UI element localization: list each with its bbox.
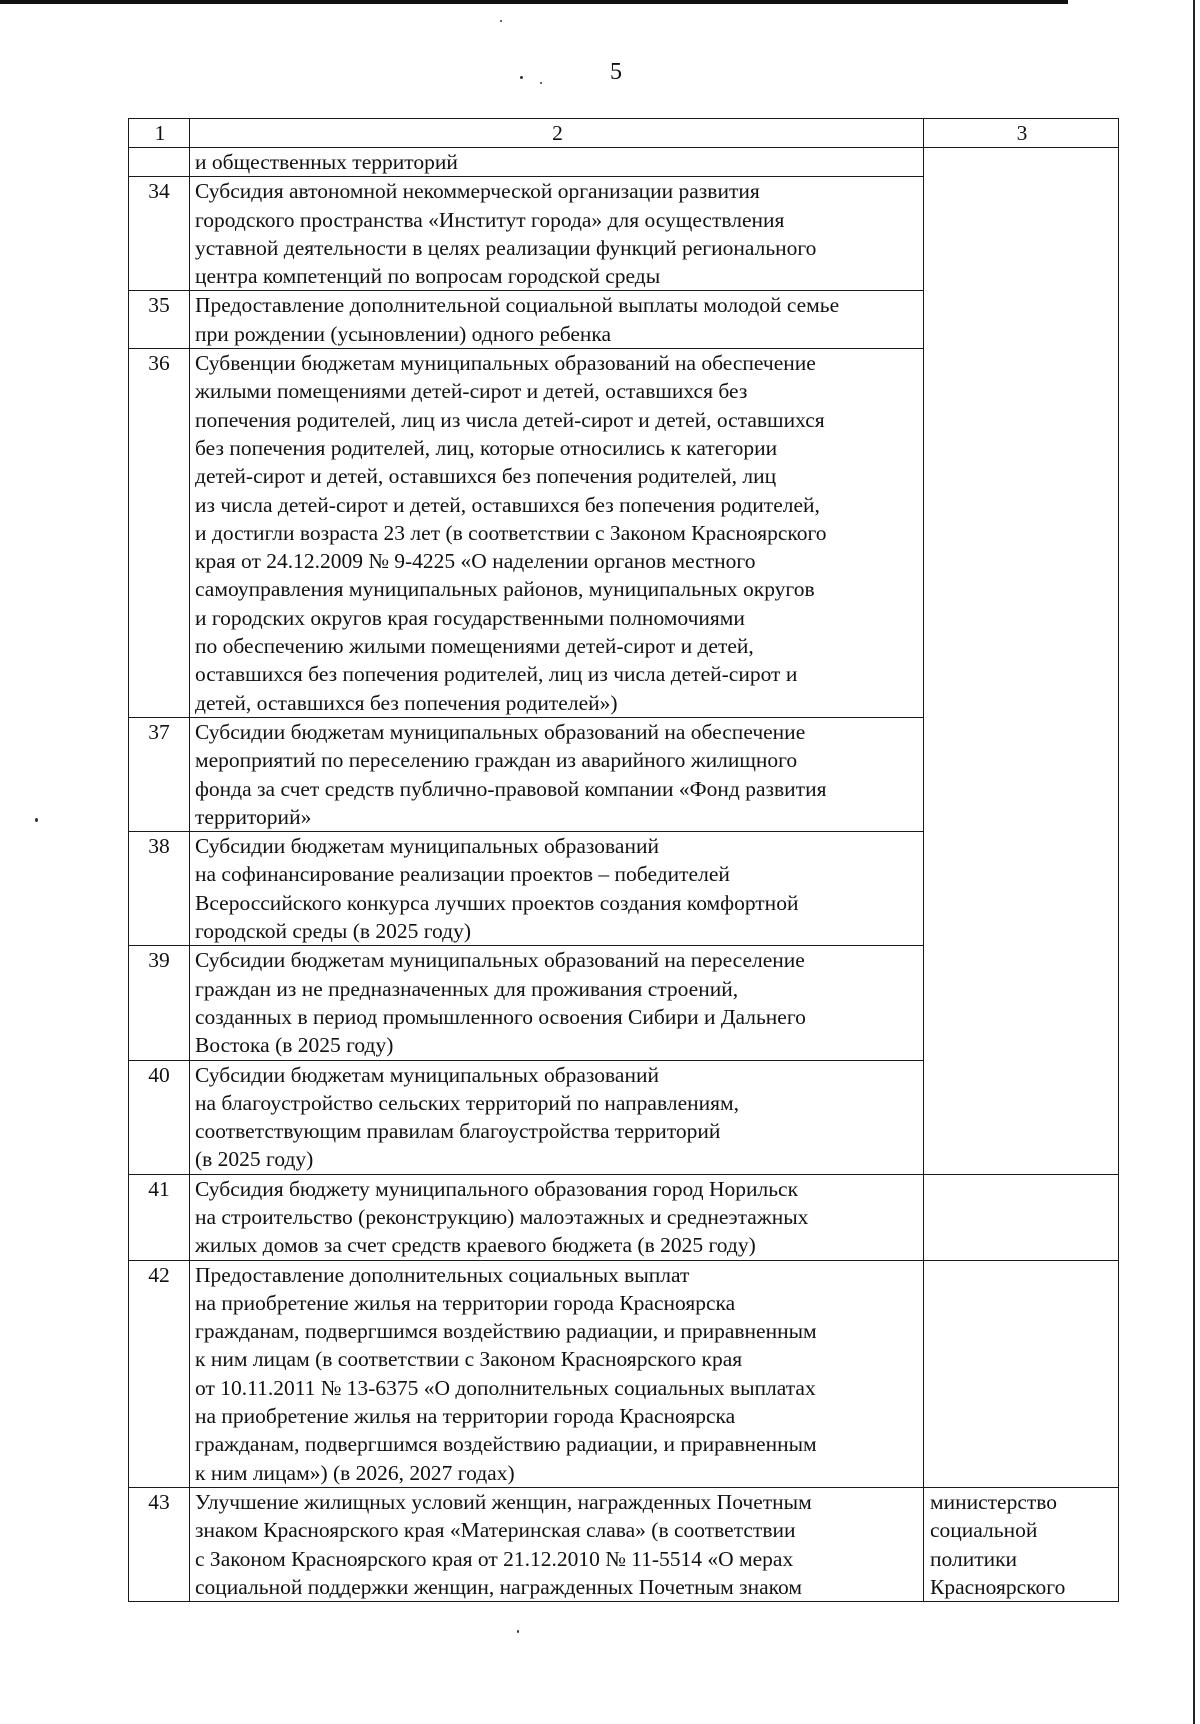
responsible-line: министерство [930, 1489, 1058, 1514]
row-text-line: детей-сирот и детей, оставшихся без попечения родителей, лиц [195, 464, 777, 489]
row-text-line: Предоставление дополнительных социальных выплат [195, 1262, 690, 1287]
row-text-line: без попечения родителей, лиц, которые относились к категории [195, 435, 778, 460]
row-text [190, 148, 924, 177]
row-text-line: знаком Красноярского края «Материнская слава» (в соответствии [195, 1518, 796, 1543]
row-text-line: Субсидии бюджетам муниципальных образований [195, 1062, 659, 1087]
row-text-line: городской среды (в 2025 году) [195, 919, 472, 944]
scan-speck [500, 20, 502, 22]
row-text-line: и городских округов края государственными полномочиями [195, 605, 745, 630]
row-text-line: при рождении (усыновлении) одного ребенка [195, 321, 612, 346]
row-text-line: из числа детей-сирот и детей, оставшихся без попечения родителей, [195, 492, 820, 517]
row-text-line: Субвенции бюджетам муниципальных образований на обеспечение [195, 351, 816, 376]
row-text [190, 946, 924, 1060]
row-text-line: и достигли возраста 23 лет (в соответствии с Законом Красноярского [195, 520, 827, 545]
row-text [190, 177, 924, 291]
scan-right-edge [1193, 0, 1195, 1724]
table-header-row [129, 119, 1119, 148]
row-text-line: Субсидия бюджету муниципального образования город Норильск [195, 1176, 799, 1201]
row-text [190, 1174, 924, 1260]
row-text [190, 1060, 924, 1174]
responsible-line: социальной [930, 1518, 1038, 1543]
document-table [128, 118, 1119, 1602]
scan-speck [35, 818, 38, 822]
row-text-line: края от 24.12.2009 № 9-4225 «О наделении органов местного [195, 549, 756, 574]
row-text-line: на софинансирование реализации проектов – победителей [195, 862, 730, 887]
table-row-42 [129, 1260, 1119, 1487]
scan-speck [517, 1630, 519, 1633]
responsible-cell-empty [924, 1174, 1119, 1260]
row-text-line: и общественных территорий [195, 150, 458, 174]
scan-speck [540, 82, 542, 84]
header-cell-3: 3 [924, 119, 1119, 148]
header-cell-1: 1 [129, 119, 190, 148]
row-text-line: оставшихся без попечения родителей, лиц из числа детей-сирот и [195, 662, 798, 687]
row-number [129, 148, 190, 177]
row-text-line: на строительство (реконструкцию) малоэтажных и среднеэтажных [195, 1204, 809, 1229]
row-number: 38 [129, 832, 190, 946]
row-number: 40 [129, 1060, 190, 1174]
row-text-line: Субсидия автономной некоммерческой организации развития [195, 179, 760, 204]
row-text-line: (в 2025 году) [195, 1147, 314, 1172]
row-text-line: территорий» [195, 804, 312, 829]
row-text-line: с Законом Красноярского края от 21.12.2010 № 11-5514 «О мерах [195, 1546, 794, 1571]
row-text-line: Всероссийского конкурса лучших проектов создания комфортной [195, 890, 799, 915]
row-number: 41 [129, 1174, 190, 1260]
row-text-line: Субсидии бюджетам муниципальных образований [195, 834, 659, 859]
row-number: 37 [129, 717, 190, 831]
scan-top-edge [0, 0, 1068, 4]
row-number: 34 [129, 177, 190, 291]
row-text-line: Улучшение жилищных условий женщин, награжденных Почетным [195, 1489, 812, 1514]
header-cell-2: 2 [190, 119, 924, 148]
page-number: 5 [610, 59, 622, 85]
row-text-line: попечения родителей, лиц из числа детей-сирот и детей, оставшихся [195, 407, 825, 432]
row-text-line: созданных в период промышленного освоения Сибири и Дальнего [195, 1004, 806, 1029]
row-text-line: жилыми помещениями детей-сирот и детей, оставшихся без [195, 379, 748, 404]
row-text-line: от 10.11.2011 № 13-6375 «О дополнительных социальных выплатах [195, 1375, 816, 1400]
row-text-line: Субсидии бюджетам муниципальных образований на обеспечение [195, 719, 806, 744]
table-row-43 [129, 1487, 1119, 1601]
row-text [190, 717, 924, 831]
responsible-line: политики [930, 1546, 1018, 1571]
row-text-line: гражданам, подвергшимся воздействию радиации, и приравненным [195, 1432, 817, 1457]
row-text-line: к ним лицам») (в 2026, 2027 годах) [195, 1460, 515, 1485]
row-text [190, 349, 924, 718]
row-text-line: по обеспечению жилыми помещениями детей-сирот и детей, [195, 634, 754, 659]
responsible-line: Красноярского [930, 1574, 1066, 1599]
row-text-line: на благоустройство сельских территорий по направлениям, [195, 1090, 739, 1115]
row-text [190, 832, 924, 946]
row-text-line: Субсидии бюджетам муниципальных образований на переселение [195, 948, 805, 973]
responsible-cell-empty [924, 1260, 1119, 1487]
row-text-line: Предоставление дополнительной социальной выплаты молодой семье [195, 293, 840, 318]
row-text-line: соответствующим правилам благоустройства территорий [195, 1119, 721, 1144]
row-text-line: на приобретение жилья на территории города Красноярска [195, 1290, 736, 1315]
row-text-line: уставной деятельности в целях реализации функций регионального [195, 235, 817, 260]
row-text-line: центра компетенций по вопросам городской среды [195, 264, 661, 289]
responsible-cell-empty [924, 148, 1119, 1175]
row-text-line: на приобретение жилья на территории города Красноярска [195, 1404, 736, 1429]
row-text [190, 1260, 924, 1487]
row-text-line: гражданам, подвергшимся воздействию радиации, и приравненным [195, 1319, 817, 1344]
row-text-line: граждан из не предназначенных для проживания строений, [195, 976, 739, 1001]
row-number: 43 [129, 1487, 190, 1601]
row-text-line: социальной поддержки женщин, награжденных Почетным знаком [195, 1574, 802, 1599]
table-row-continuation [129, 148, 1119, 177]
row-number: 42 [129, 1260, 190, 1487]
row-text-line: мероприятий по переселению граждан из аварийного жилищного [195, 748, 798, 773]
row-number: 36 [129, 349, 190, 718]
row-text-line: Востока (в 2025 году) [195, 1033, 394, 1058]
row-text-line: городского пространства «Институт города» для осуществления [195, 207, 785, 232]
row-text-line: самоуправления муниципальных районов, муниципальных округов [195, 577, 815, 602]
row-text-line: жилых домов за счет средств краевого бюджета (в 2025 году) [195, 1233, 756, 1258]
row-number: 39 [129, 946, 190, 1060]
row-text [190, 291, 924, 349]
row-text-line: детей, оставшихся без попечения родителей») [195, 690, 618, 715]
row-text [190, 1487, 924, 1601]
row-text-line: фонда за счет средств публично-правовой компании «Фонд развития [195, 776, 827, 801]
row-text-line: к ним лицам (в соответствии с Законом Красноярского края [195, 1347, 743, 1372]
row-number: 35 [129, 291, 190, 349]
table-row-41 [129, 1174, 1119, 1260]
scan-speck [520, 76, 523, 79]
responsible-cell [924, 1487, 1119, 1601]
